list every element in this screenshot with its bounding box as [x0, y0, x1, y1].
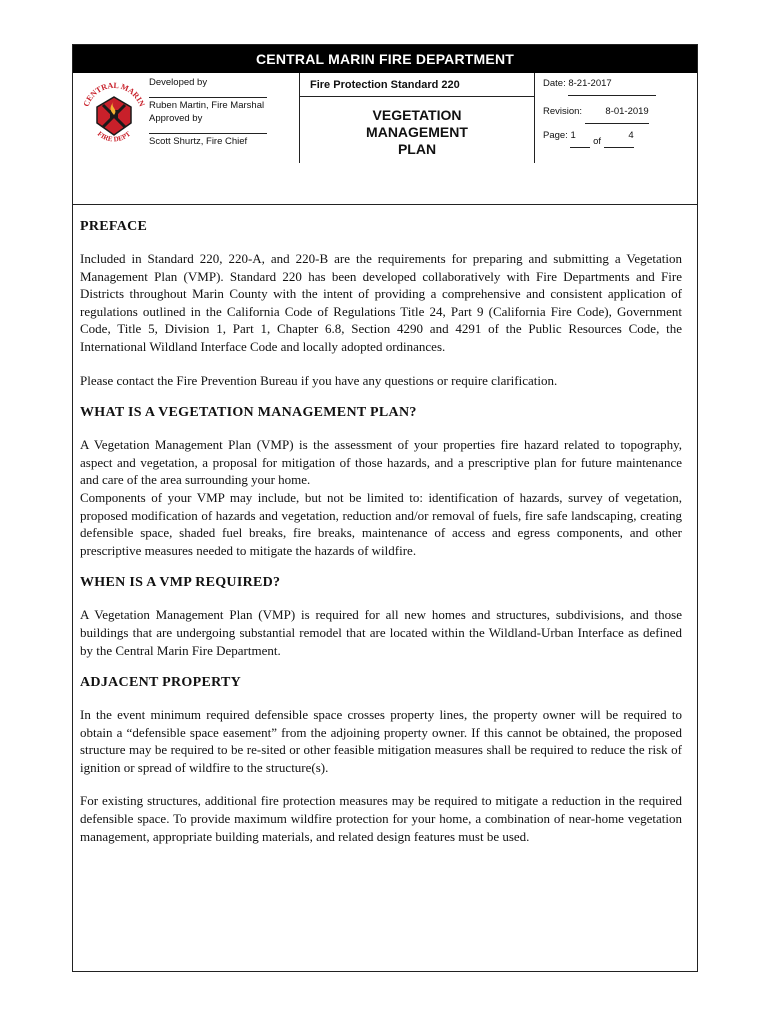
date-row: [535, 73, 699, 97]
plan-title-text: VEGETATION MANAGEMENT PLAN: [366, 107, 468, 157]
page-row: [535, 125, 699, 149]
paragraph: A Vegetation Management Plan (VMP) is required for all new homes and structures, subdivisions, and those buildings that are undergoing substantial remodel that are located within the Wildland-Urban Interface as defined by the Central Marin Fire Department.: [80, 607, 682, 658]
document-header: [73, 73, 697, 205]
svg-text:CENTRAL MARIN: CENTRAL MARIN: [81, 80, 147, 108]
signature-line: [149, 133, 267, 134]
approved-by-label: Approved by: [149, 113, 203, 124]
svg-text:FIRE DEPT: FIRE DEPT: [95, 129, 133, 144]
revision-row: [535, 101, 699, 125]
standard-number: Fire Protection Standard 220: [300, 73, 534, 97]
date-value: 8-21-2017: [568, 73, 656, 96]
section-heading: ADJACENT PROPERTY: [80, 675, 242, 691]
signature-line: [149, 97, 267, 98]
paragraph: Components of your VMP may include, but not be limited to: identification of hazards, survey of vegetation, proposed modification of hazards and vegetation, reduction and/or removal of fuels, fire safe landscaping, creating defensible space, shaded fuel breaks, fire breaks, maintenance of access and egress components, and other prescriptive measures needed to mitigate the hazards of wildfire.: [80, 489, 682, 558]
paragraph: In the event minimum required defensible space crosses property lines, the property owner will be required to obtain a “defensible space easement” from the adjoining property owner. If this cannot be obtained, the proposed structure may be required to be re-sited or other feasible mitigation measures shall be required to reduce the risk of ignition or spread of wildfire to the structure(s).: [80, 707, 682, 775]
revision-value: 8-01-2019: [585, 101, 649, 124]
paragraph: Included in Standard 220, 220-A, and 220-B are the requirements for preparing and submitting a Vegetation Management Plan (VMP). Standard 220 has been developed collaboratively with Fire Departments and Fire Districts throughout Marin County with the intent of providing a comprehensive and consistent application of regulations outlined in the California Code of Regulations Title 24, Part 9 (California Fire Code), Government Code, Title 5, Division 1, Part 1, Chapter 6.8, Section 4290 and 4291 of the Public Resources Code, the International Wildland Interface Code and locally adopted ordinances.: [80, 251, 682, 354]
department-title: CENTRAL MARIN FIRE DEPARTMENT: [73, 45, 697, 73]
of-label: of: [593, 136, 602, 147]
section-heading: WHAT IS A VEGETATION MANAGEMENT PLAN?: [80, 405, 417, 421]
revision-label: Revision:: [543, 106, 583, 117]
paragraph: For existing structures, additional fire protection measures may be required to mitigate a reduction in the required defensible space. To provide maximum wildfire protection for your home, a combination of near-home vegetation management, appropriate building materials, and related design features must be used.: [80, 793, 682, 844]
standard-column: [299, 73, 535, 163]
fire-department-logo: [79, 79, 149, 149]
paragraph: Please contact the Fire Prevention Bureau if you have any questions or require clarification.: [80, 372, 558, 388]
plan-title: [300, 107, 534, 158]
page-total: 4: [604, 125, 634, 148]
section-heading: PREFACE: [80, 219, 148, 234]
paragraph: A Vegetation Management Plan (VMP) is the assessment of your properties fire hazard related to topography, aspect and vegetation, a proposal for mitigation of those hazards, and a prescriptive plan for future maintenance and care of the area surrounding your home.: [80, 437, 682, 488]
developer-column: [149, 73, 299, 204]
document-body: [80, 219, 682, 861]
meta-column: [535, 73, 699, 163]
developed-by-label: Developed by: [149, 77, 208, 88]
page-number: 1: [570, 125, 590, 148]
date-label: Date:: [543, 78, 566, 89]
section-heading: WHEN IS A VMP REQUIRED?: [80, 575, 281, 591]
page-label: Page:: [543, 130, 568, 141]
developer-name: Ruben Martin, Fire Marshal: [149, 100, 265, 111]
approver-name: Scott Shurtz, Fire Chief: [149, 136, 248, 147]
document-page: [72, 44, 698, 972]
